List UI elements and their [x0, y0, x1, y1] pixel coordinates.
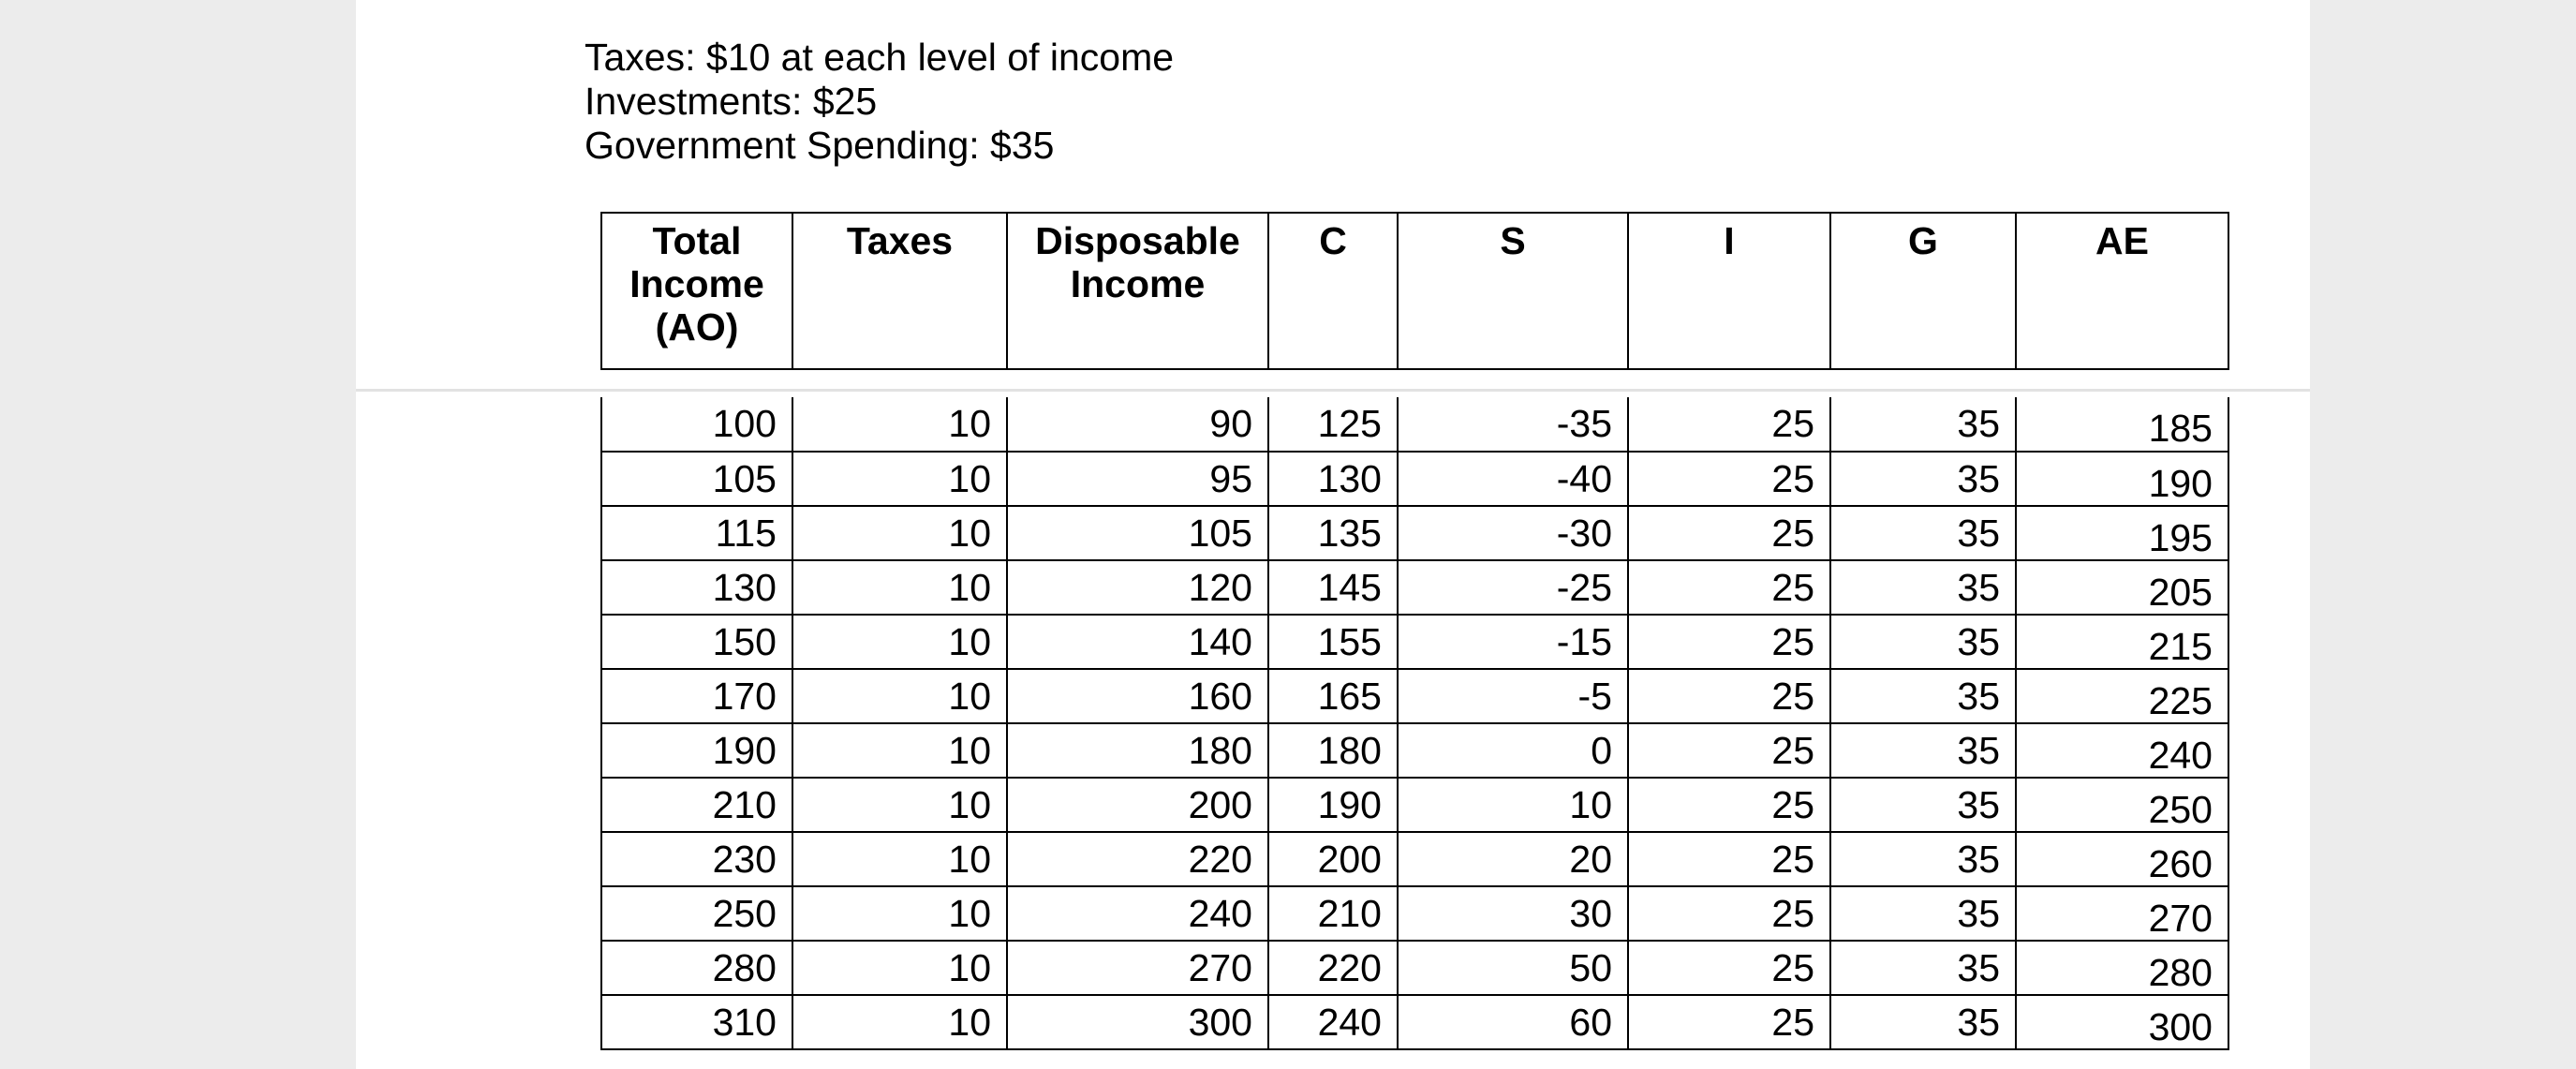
total-income-header — [601, 213, 792, 369]
i-cell: 25 — [1628, 995, 1830, 1049]
total-income-cell: 310 — [601, 995, 792, 1049]
c-cell: 180 — [1268, 723, 1398, 778]
table-row — [601, 778, 2228, 832]
ae-cell: 260 — [2016, 832, 2228, 886]
ae-cell: 280 — [2016, 941, 2228, 995]
disposable-income-cell: 90 — [1007, 397, 1268, 452]
taxes-cell: 10 — [792, 560, 1007, 615]
disposable-income-cell: 160 — [1007, 669, 1268, 723]
i-cell: 25 — [1628, 397, 1830, 452]
total-income-cell: 210 — [601, 778, 792, 832]
table-row — [601, 832, 2228, 886]
taxes-cell: 10 — [792, 832, 1007, 886]
taxes-cell: 10 — [792, 669, 1007, 723]
c-cell: 125 — [1268, 397, 1398, 452]
header-line: AE — [2095, 219, 2149, 262]
g-cell: 35 — [1830, 669, 2016, 723]
s-cell: -5 — [1398, 669, 1628, 723]
total-income-cell: 280 — [601, 941, 792, 995]
total-income-cell: 130 — [601, 560, 792, 615]
ae-cell: 185 — [2016, 397, 2228, 452]
header-line: Income — [1070, 262, 1206, 305]
g-cell: 35 — [1830, 832, 2016, 886]
disposable-income-cell: 180 — [1007, 723, 1268, 778]
c-cell: 165 — [1268, 669, 1398, 723]
disposable-income-cell: 200 — [1007, 778, 1268, 832]
ae-cell: 215 — [2016, 615, 2228, 669]
disposable-income-cell: 140 — [1007, 615, 1268, 669]
taxes-cell: 10 — [792, 397, 1007, 452]
c-cell: 200 — [1268, 832, 1398, 886]
disposable-income-cell: 240 — [1007, 886, 1268, 941]
g-cell: 35 — [1830, 886, 2016, 941]
taxes-cell: 10 — [792, 452, 1007, 506]
disposable-income-cell: 105 — [1007, 506, 1268, 560]
g-cell: 35 — [1830, 995, 2016, 1049]
disposable-income-cell: 300 — [1007, 995, 1268, 1049]
s-cell: 0 — [1398, 723, 1628, 778]
total-income-cell: 100 — [601, 397, 792, 452]
table-row — [601, 941, 2228, 995]
table-row — [601, 886, 2228, 941]
c-cell: 190 — [1268, 778, 1398, 832]
table-row — [601, 506, 2228, 560]
s-header — [1398, 213, 1628, 369]
disposable-income-cell: 120 — [1007, 560, 1268, 615]
taxes-cell: 10 — [792, 941, 1007, 995]
taxes-cell: 10 — [792, 886, 1007, 941]
total-income-cell: 170 — [601, 669, 792, 723]
header-line: S — [1500, 219, 1526, 262]
total-income-cell: 150 — [601, 615, 792, 669]
taxes-cell: 10 — [792, 723, 1007, 778]
header-line: Disposable — [1035, 219, 1240, 262]
ae-cell: 250 — [2016, 778, 2228, 832]
c-cell: 145 — [1268, 560, 1398, 615]
i-cell: 25 — [1628, 615, 1830, 669]
taxes-cell: 10 — [792, 778, 1007, 832]
total-income-cell: 105 — [601, 452, 792, 506]
header-line: Total — [652, 219, 742, 262]
taxes-cell: 10 — [792, 506, 1007, 560]
ae-cell: 195 — [2016, 506, 2228, 560]
ae-cell: 240 — [2016, 723, 2228, 778]
disposable-income-header — [1007, 213, 1268, 369]
i-cell: 25 — [1628, 723, 1830, 778]
header-line: (AO) — [655, 305, 739, 349]
i-cell: 25 — [1628, 778, 1830, 832]
table-row — [601, 452, 2228, 506]
i-header — [1628, 213, 1830, 369]
g-cell: 35 — [1830, 723, 2016, 778]
table-header — [600, 212, 2229, 370]
g-cell: 35 — [1830, 615, 2016, 669]
table-row — [601, 397, 2228, 452]
i-cell: 25 — [1628, 669, 1830, 723]
table-row — [601, 669, 2228, 723]
c-cell: 130 — [1268, 452, 1398, 506]
table-row — [601, 723, 2228, 778]
header-line: Income — [629, 262, 764, 305]
ae-header — [2016, 213, 2228, 369]
s-cell: 10 — [1398, 778, 1628, 832]
ae-cell: 300 — [2016, 995, 2228, 1049]
g-header — [1830, 213, 2016, 369]
i-cell: 25 — [1628, 560, 1830, 615]
taxes-line: Taxes: $10 at each level of income — [585, 36, 1175, 79]
s-cell: 30 — [1398, 886, 1628, 941]
taxes-header — [792, 213, 1007, 369]
total-income-cell: 115 — [601, 506, 792, 560]
table-row — [601, 995, 2228, 1049]
s-cell: 50 — [1398, 941, 1628, 995]
taxes-cell: 10 — [792, 995, 1007, 1049]
c-header — [1268, 213, 1398, 369]
total-income-cell: 250 — [601, 886, 792, 941]
g-cell: 35 — [1830, 506, 2016, 560]
c-cell: 220 — [1268, 941, 1398, 995]
total-income-cell: 230 — [601, 832, 792, 886]
ae-cell: 270 — [2016, 886, 2228, 941]
s-cell: -25 — [1398, 560, 1628, 615]
disposable-income-cell: 95 — [1007, 452, 1268, 506]
s-cell: -30 — [1398, 506, 1628, 560]
s-cell: -35 — [1398, 397, 1628, 452]
taxes-cell: 10 — [792, 615, 1007, 669]
s-cell: -15 — [1398, 615, 1628, 669]
table-row — [601, 615, 2228, 669]
c-cell: 155 — [1268, 615, 1398, 669]
government-spending-line: Government Spending: $35 — [585, 124, 1055, 167]
i-cell: 25 — [1628, 886, 1830, 941]
s-cell: -40 — [1398, 452, 1628, 506]
data-table — [600, 397, 2229, 1050]
g-cell: 35 — [1830, 778, 2016, 832]
investments-line: Investments: $25 — [585, 80, 878, 123]
intro-text — [585, 36, 1174, 168]
g-cell: 35 — [1830, 452, 2016, 506]
header-line: C — [1319, 219, 1347, 262]
header-line: Taxes — [846, 219, 954, 262]
total-income-cell: 190 — [601, 723, 792, 778]
ae-cell: 205 — [2016, 560, 2228, 615]
i-cell: 25 — [1628, 941, 1830, 995]
header-line: I — [1724, 219, 1735, 262]
table-row — [601, 560, 2228, 615]
g-cell: 35 — [1830, 941, 2016, 995]
g-cell: 35 — [1830, 560, 2016, 615]
disposable-income-cell: 270 — [1007, 941, 1268, 995]
c-cell: 240 — [1268, 995, 1398, 1049]
header-row — [601, 213, 2228, 369]
g-cell: 35 — [1830, 397, 2016, 452]
c-cell: 135 — [1268, 506, 1398, 560]
ae-cell: 225 — [2016, 669, 2228, 723]
header-line: G — [1908, 219, 1938, 262]
c-cell: 210 — [1268, 886, 1398, 941]
s-cell: 20 — [1398, 832, 1628, 886]
s-cell: 60 — [1398, 995, 1628, 1049]
i-cell: 25 — [1628, 832, 1830, 886]
i-cell: 25 — [1628, 452, 1830, 506]
ae-cell: 190 — [2016, 452, 2228, 506]
i-cell: 25 — [1628, 506, 1830, 560]
disposable-income-cell: 220 — [1007, 832, 1268, 886]
